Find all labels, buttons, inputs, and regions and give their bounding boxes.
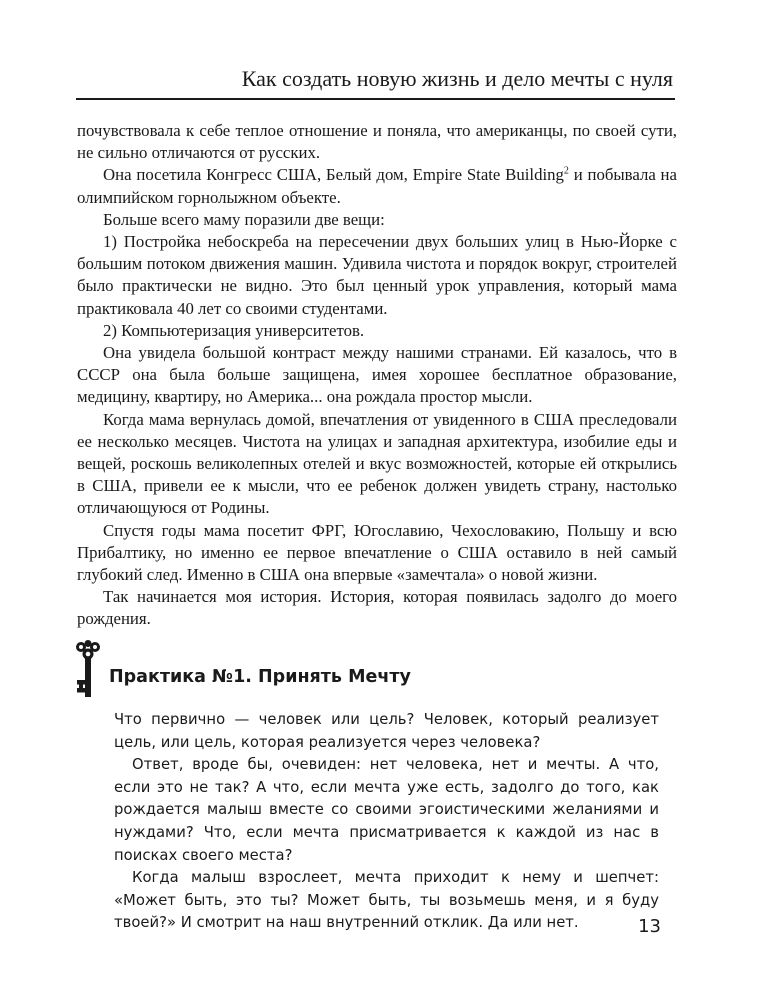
paragraph: Ответ, вроде бы, очевиден: нет человека, нет и мечты. А что, если это не так? А что, если мечта уже есть, задолго до того, как рождается малыш вместе со своими эгоистическими желаниями и нуждами? Что, если мечта присматривается к каждой из нас в поисках своего места? xyxy=(114,756,659,864)
practice-text-block xyxy=(114,709,659,935)
paragraph: Когда малыш взрослеет, мечта приходит к нему и шепчет: «Может быть, это ты? Может быть, ты возьмешь меня, и я буду твоей?» И смотрит на наш внутренний отклик. Да или нет. xyxy=(114,869,659,932)
list-item: 2) Компьютеризация университетов. xyxy=(103,320,365,340)
paragraph-with-footnote xyxy=(77,164,677,208)
paragraph: Когда мама вернулась домой, впечатления от увиденного в США преследовали ее несколько месяцев. Чистота на улицах и западная архитектура, изобилие еды и вещей, роскошь великолепных отелей и вкус возможностей, которые ей открылись в США, привели ее к мысли, что ее ребенок должен увидеть страну, настолько отличающуюся от Родины. xyxy=(77,409,677,518)
key-icon xyxy=(74,640,102,700)
running-header-title: Как создать новую жизнь и дело мечты с нуля xyxy=(241,66,673,91)
paragraph: Спустя годы мама посетит ФРГ, Югославию, Чехословакию, Польшу и всю Прибалтику, но именно ее первое впечатление о США оставило в ней самый глубокий след. Именно в США она впервые «замечтала» о новой жизни. xyxy=(77,520,677,585)
paragraph: почувствовала к себе теплое отношение и поняла, что американцы, по своей сути, не сильно отличаются от русских. xyxy=(77,121,677,163)
paragraph: Больше всего маму поразили две вещи: xyxy=(103,209,385,229)
main-text-block xyxy=(77,120,677,631)
paragraph-text: и побывала на олимпийском горнолыжном объекте. xyxy=(77,165,677,207)
list-item: 1) Постройка небоскреба на пересечении двух больших улиц в Нью-Йорке с большим потоком движения машин. Удивила чистота и порядок вокруг, строителей было практически не видно. Это был ценный урок управления, который мама практиковала 40 лет со своими студентами. xyxy=(77,232,677,318)
paragraph: Что первично — человек или цель? Человек, который реализует цель, или цель, которая реализуется через человека? xyxy=(114,711,659,751)
page-number: 13 xyxy=(638,916,661,937)
section-heading: Практика №1. Принять Мечту xyxy=(109,667,411,687)
paragraph: Так начинается моя история. История, которая появилась задолго до моего рождения. xyxy=(77,587,677,629)
header-divider xyxy=(76,98,675,100)
paragraph: Она увидела большой контраст между нашими странами. Ей казалось, что в СССР она была больше защищена, имея хорошее бесплатное образование, медицину, квартиру, но Америка... она рождала простор мысли. xyxy=(77,343,677,407)
paragraph-text: Она посетила Конгресс США, Белый дом, Empire State Building xyxy=(103,165,564,185)
footnote-mark[interactable]: 2 xyxy=(563,165,569,177)
